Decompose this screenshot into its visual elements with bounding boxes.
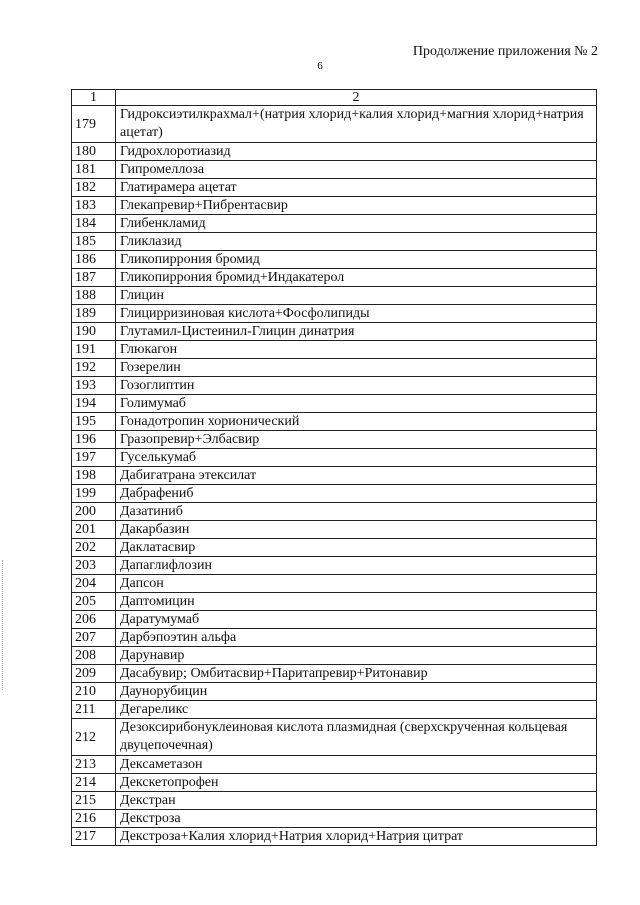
drug-name: Дакарбазин [116,521,597,539]
drug-name: Глицин [116,287,597,305]
table-row [72,575,597,593]
row-number: 192 [72,359,116,377]
page-number: 6 [317,60,323,72]
drug-name: Гликлазид [116,233,597,251]
row-number: 193 [72,377,116,395]
row-number: 184 [72,215,116,233]
drug-name: Даунорубицин [116,683,597,701]
row-number: 195 [72,413,116,431]
table-row [72,665,597,683]
row-number: 216 [72,810,116,828]
table-row [72,774,597,792]
row-number: 214 [72,774,116,792]
table-row [72,341,597,359]
drug-name: Гозерелин [116,359,597,377]
table-row [72,593,597,611]
drug-name: Глюкагон [116,341,597,359]
row-number: 182 [72,179,116,197]
row-number: 197 [72,449,116,467]
drug-name: Глатирамера ацетат [116,179,597,197]
drug-name: Дасабувир; Омбитасвир+Паритапревир+Ритонавир [116,665,597,683]
table-row [72,287,597,305]
row-number: 211 [72,701,116,719]
row-number: 180 [72,143,116,161]
table-row [72,683,597,701]
table-row [72,395,597,413]
drug-name: Гликопиррония бромид [116,251,597,269]
column-header-name: 2 [116,90,597,106]
table-row [72,810,597,828]
drug-name: Голимумаб [116,395,597,413]
drug-name: Гозоглиптин [116,377,597,395]
drug-name: Гидрохлоротиазид [116,143,597,161]
drug-name: Гликопиррония бромид+Индакатерол [116,269,597,287]
table-row [72,611,597,629]
drug-name: Дапаглифлозин [116,557,597,575]
table-row [72,323,597,341]
row-number: 199 [72,485,116,503]
drug-name: Декстран [116,792,597,810]
row-number: 206 [72,611,116,629]
table-row [72,756,597,774]
drug-name: Декстроза [116,810,597,828]
drug-name: Декстроза+Калия хлорид+Натрия хлорид+Натрия цитрат [116,828,597,846]
row-number: 209 [72,665,116,683]
table-header-row [72,90,597,106]
table-row [72,233,597,251]
row-number: 187 [72,269,116,287]
table-row [72,377,597,395]
row-number: 200 [72,503,116,521]
table-row [72,197,597,215]
table-row [72,485,597,503]
drug-name: Даптомицин [116,593,597,611]
table-row [72,251,597,269]
row-number: 215 [72,792,116,810]
table-row [72,828,597,846]
row-number: 190 [72,323,116,341]
table-row [72,467,597,485]
row-number: 196 [72,431,116,449]
table-row [72,143,597,161]
table-row [72,557,597,575]
row-number: 204 [72,575,116,593]
row-number: 210 [72,683,116,701]
table-row [72,719,597,756]
drug-name: Глицирризиновая кислота+Фосфолипиды [116,305,597,323]
drug-name: Дезоксирибонуклеиновая кислота плазмидная (сверхскрученная кольцевая двуцепочечная) [116,719,597,756]
row-number: 183 [72,197,116,215]
table-row [72,647,597,665]
continuation-header: Продолжение приложения № 2 [412,44,598,59]
drug-name: Дазатиниб [116,503,597,521]
drug-name: Дабигатрана этексилат [116,467,597,485]
table-row [72,269,597,287]
drug-name: Глутамил-Цистеинил-Глицин динатрия [116,323,597,341]
row-number: 189 [72,305,116,323]
row-number: 188 [72,287,116,305]
row-number: 212 [72,719,116,756]
table-row [72,359,597,377]
table-row [72,179,597,197]
table-body [72,106,597,846]
row-number: 203 [72,557,116,575]
drug-name: Дексаметазон [116,756,597,774]
row-number: 205 [72,593,116,611]
row-number: 179 [72,106,116,143]
column-header-number: 1 [72,90,116,106]
drug-name: Гипромеллоза [116,161,597,179]
table-row [72,701,597,719]
table-row [72,161,597,179]
table-row [72,792,597,810]
row-number: 202 [72,539,116,557]
drug-name: Гуселькумаб [116,449,597,467]
table-row [72,503,597,521]
row-number: 194 [72,395,116,413]
row-number: 185 [72,233,116,251]
drug-name: Дабрафениб [116,485,597,503]
drug-name: Гонадотропин хорионический [116,413,597,431]
table-row [72,449,597,467]
drug-name: Дапсон [116,575,597,593]
table-row [72,521,597,539]
row-number: 191 [72,341,116,359]
table-row [72,629,597,647]
row-number: 198 [72,467,116,485]
drug-name: Декскетопрофен [116,774,597,792]
table-row [72,431,597,449]
row-number: 217 [72,828,116,846]
row-number: 213 [72,756,116,774]
drug-name: Глекапревир+Пибрентасвир [116,197,597,215]
drug-name: Дегареликс [116,701,597,719]
table-row [72,106,597,143]
table-row [72,413,597,431]
drug-table [71,89,597,846]
drug-name: Даратумумаб [116,611,597,629]
row-number: 186 [72,251,116,269]
drug-name: Дарбэпоэтин альфа [116,629,597,647]
row-number: 201 [72,521,116,539]
drug-name: Глибенкламид [116,215,597,233]
row-number: 181 [72,161,116,179]
drug-name: Гидроксиэтилкрахмал+(натрия хлорид+калия хлорид+магния хлорид+натрия ацетат) [116,106,597,143]
margin-mark [2,560,9,690]
row-number: 207 [72,629,116,647]
table-row [72,539,597,557]
drug-name: Дарунавир [116,647,597,665]
drug-name: Гразопревир+Элбасвир [116,431,597,449]
row-number: 208 [72,647,116,665]
drug-name: Даклатасвир [116,539,597,557]
table-row [72,215,597,233]
table-row [72,305,597,323]
